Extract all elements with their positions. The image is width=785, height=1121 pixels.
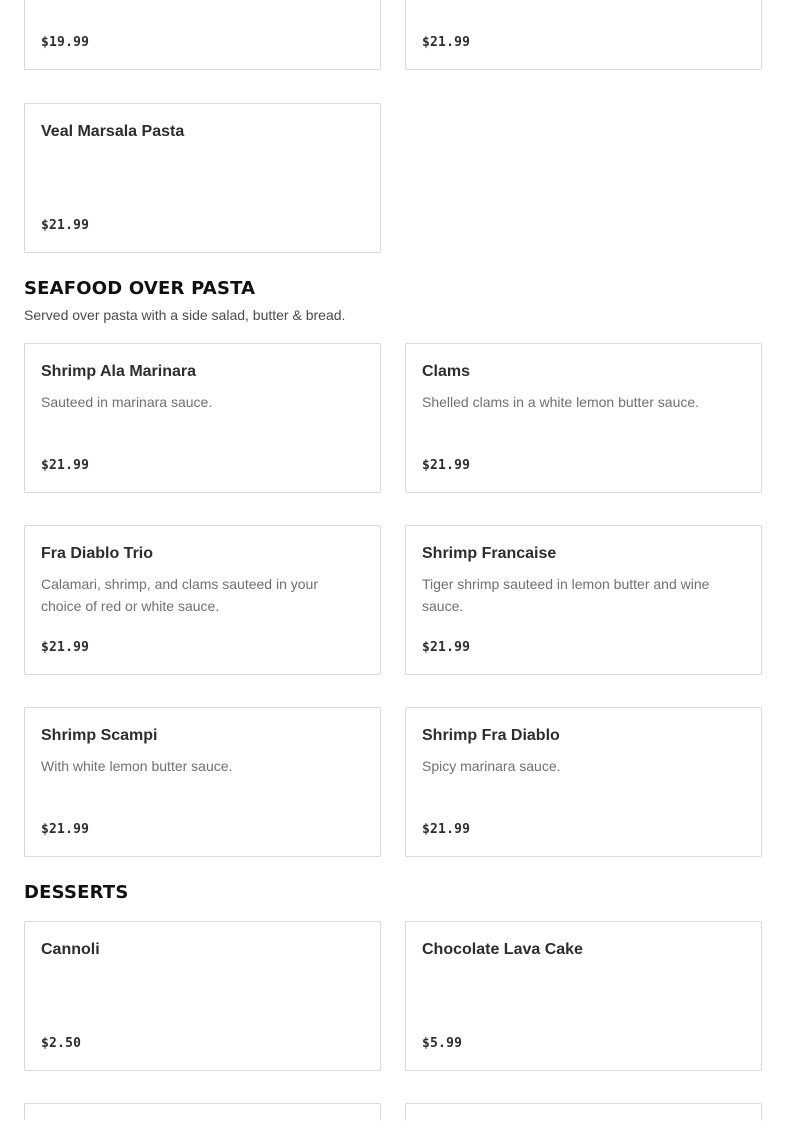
item-name: Shrimp Francaise bbox=[422, 545, 557, 562]
item-name: Fra Diablo Trio bbox=[41, 545, 154, 562]
item-price: $21.99 bbox=[41, 458, 90, 473]
section-title-seafood: SEAFOOD OVER PASTA bbox=[24, 278, 256, 299]
menu-item-card[interactable] bbox=[24, 921, 381, 1071]
item-description: Sauteed in marinara sauce. bbox=[41, 394, 213, 410]
menu-item-card[interactable] bbox=[405, 1103, 762, 1121]
menu-item-card[interactable] bbox=[24, 1103, 381, 1121]
section-subtitle-seafood: Served over pasta with a side salad, butter & bread. bbox=[24, 307, 346, 323]
item-name: Shrimp Ala Marinara bbox=[41, 363, 197, 380]
item-name: Cannoli bbox=[41, 941, 100, 958]
item-description: Tiger shrimp sauteed in lemon butter and wine sauce. bbox=[422, 576, 710, 614]
item-price: $21.99 bbox=[41, 822, 90, 837]
item-price: $21.99 bbox=[422, 640, 471, 655]
item-price: $2.50 bbox=[41, 1036, 82, 1051]
item-price: $19.99 bbox=[41, 35, 90, 50]
item-price: $21.99 bbox=[41, 640, 90, 655]
menu-item-card[interactable] bbox=[24, 103, 381, 253]
item-description: Shelled clams in a white lemon butter sauce. bbox=[422, 394, 700, 410]
menu-item-card[interactable] bbox=[24, 525, 381, 675]
section-title-desserts: DESSERTS bbox=[24, 882, 129, 903]
menu-item-card[interactable] bbox=[405, 343, 762, 493]
menu-item-card[interactable] bbox=[405, 921, 762, 1071]
menu-item-card[interactable] bbox=[405, 0, 762, 70]
item-name: Clams bbox=[422, 363, 471, 380]
item-price: $5.99 bbox=[422, 1036, 463, 1051]
menu-item-card[interactable] bbox=[24, 343, 381, 493]
menu-item-card[interactable] bbox=[405, 707, 762, 857]
item-description: Spicy marinara sauce. bbox=[422, 758, 561, 774]
item-price: $21.99 bbox=[41, 218, 90, 233]
item-name: Veal Marsala Pasta bbox=[41, 123, 185, 140]
item-price: $21.99 bbox=[422, 458, 471, 473]
item-name: Shrimp Scampi bbox=[41, 727, 158, 744]
item-name: Shrimp Fra Diablo bbox=[422, 727, 560, 744]
item-price: $21.99 bbox=[422, 35, 471, 50]
menu-item-card[interactable] bbox=[24, 707, 381, 857]
item-description: Calamari, shrimp, and clams sauteed in your choice of red or white sauce. bbox=[41, 576, 319, 614]
menu-item-card[interactable] bbox=[405, 525, 762, 675]
item-price: $21.99 bbox=[422, 822, 471, 837]
menu-item-card[interactable] bbox=[24, 0, 381, 70]
item-description: With white lemon butter sauce. bbox=[41, 758, 233, 774]
item-name: Chocolate Lava Cake bbox=[422, 941, 583, 958]
